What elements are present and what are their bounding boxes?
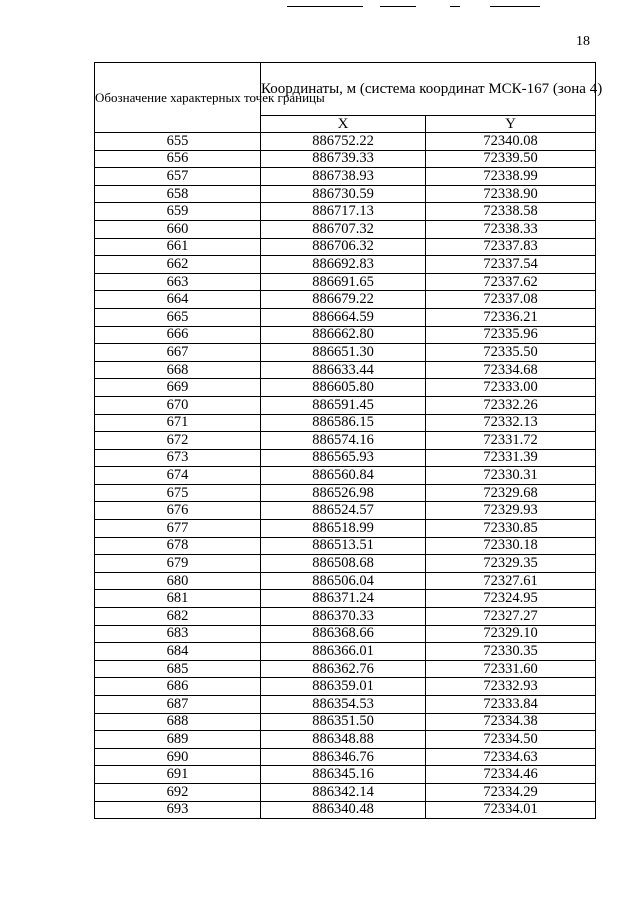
x-coordinate-cell: 886368.66	[261, 625, 426, 643]
point-id-cell: 670	[95, 396, 261, 414]
table-row	[95, 273, 596, 291]
x-coordinate-cell: 886565.93	[261, 449, 426, 467]
y-column-header: Y	[426, 116, 596, 133]
table-row	[95, 572, 596, 590]
x-coordinate-cell: 886346.76	[261, 748, 426, 766]
y-coordinate-cell: 72334.63	[426, 748, 596, 766]
x-coordinate-cell: 886717.13	[261, 203, 426, 221]
y-coordinate-cell: 72327.61	[426, 572, 596, 590]
table-row	[95, 379, 596, 397]
point-id-cell: 663	[95, 273, 261, 291]
x-column-header: X	[261, 116, 426, 133]
point-id-cell: 686	[95, 678, 261, 696]
table-row	[95, 696, 596, 714]
table-row	[95, 256, 596, 274]
y-coordinate-cell: 72338.90	[426, 185, 596, 203]
point-id-cell: 666	[95, 326, 261, 344]
y-coordinate-cell: 72331.39	[426, 449, 596, 467]
coordinates-header: Координаты, м (система координат МСК-167 (зона 4)	[261, 63, 596, 116]
x-coordinate-cell: 886679.22	[261, 291, 426, 309]
y-coordinate-cell: 72335.96	[426, 326, 596, 344]
point-id-cell: 657	[95, 168, 261, 186]
y-coordinate-cell: 72334.46	[426, 766, 596, 784]
table-row	[95, 748, 596, 766]
table-row	[95, 396, 596, 414]
x-coordinate-cell: 886518.99	[261, 520, 426, 538]
point-id-cell: 680	[95, 572, 261, 590]
table-row	[95, 308, 596, 326]
point-id-cell: 690	[95, 748, 261, 766]
table-row	[95, 643, 596, 661]
point-id-cell: 660	[95, 220, 261, 238]
table-row	[95, 432, 596, 450]
point-id-cell: 671	[95, 414, 261, 432]
table-row	[95, 344, 596, 362]
table-row	[95, 150, 596, 168]
y-coordinate-cell: 72327.27	[426, 608, 596, 626]
y-coordinate-cell: 72330.35	[426, 643, 596, 661]
point-id-cell: 669	[95, 379, 261, 397]
y-coordinate-cell: 72334.29	[426, 783, 596, 801]
x-coordinate-cell: 886359.01	[261, 678, 426, 696]
y-coordinate-cell: 72331.60	[426, 660, 596, 678]
y-coordinate-cell: 72324.95	[426, 590, 596, 608]
point-id-cell: 659	[95, 203, 261, 221]
y-coordinate-cell: 72332.26	[426, 396, 596, 414]
table-row	[95, 801, 596, 819]
table-row	[95, 502, 596, 520]
table-row	[95, 361, 596, 379]
y-coordinate-cell: 72330.31	[426, 467, 596, 485]
point-id-cell: 678	[95, 537, 261, 555]
table-row	[95, 168, 596, 186]
y-coordinate-cell: 72331.72	[426, 432, 596, 450]
point-id-cell: 682	[95, 608, 261, 626]
table-body	[95, 133, 596, 819]
x-coordinate-cell: 886351.50	[261, 713, 426, 731]
table-row	[95, 203, 596, 221]
y-coordinate-cell: 72334.01	[426, 801, 596, 819]
x-coordinate-cell: 886340.48	[261, 801, 426, 819]
top-rule-segment	[380, 6, 416, 7]
table-row	[95, 537, 596, 555]
y-coordinate-cell: 72333.00	[426, 379, 596, 397]
point-id-cell: 664	[95, 291, 261, 309]
x-coordinate-cell: 886508.68	[261, 555, 426, 573]
point-id-cell: 684	[95, 643, 261, 661]
top-rule-segment	[287, 6, 363, 7]
x-coordinate-cell: 886605.80	[261, 379, 426, 397]
point-id-cell: 665	[95, 308, 261, 326]
x-coordinate-cell: 886524.57	[261, 502, 426, 520]
point-id-cell: 683	[95, 625, 261, 643]
table-row	[95, 220, 596, 238]
x-coordinate-cell: 886371.24	[261, 590, 426, 608]
table-row	[95, 291, 596, 309]
point-id-cell: 677	[95, 520, 261, 538]
x-coordinate-cell: 886752.22	[261, 133, 426, 151]
x-coordinate-cell: 886662.80	[261, 326, 426, 344]
x-coordinate-cell: 886664.59	[261, 308, 426, 326]
y-coordinate-cell: 72333.84	[426, 696, 596, 714]
table-row	[95, 133, 596, 151]
top-rule-segment	[490, 6, 540, 7]
page-number: 18	[576, 34, 590, 49]
point-id-cell: 689	[95, 731, 261, 749]
y-coordinate-cell: 72329.93	[426, 502, 596, 520]
point-id-cell: 674	[95, 467, 261, 485]
y-coordinate-cell: 72332.13	[426, 414, 596, 432]
point-id-cell: 676	[95, 502, 261, 520]
point-id-cell: 662	[95, 256, 261, 274]
x-coordinate-cell: 886586.15	[261, 414, 426, 432]
table-row	[95, 766, 596, 784]
point-id-cell: 681	[95, 590, 261, 608]
y-coordinate-cell: 72330.85	[426, 520, 596, 538]
x-coordinate-cell: 886513.51	[261, 537, 426, 555]
point-id-cell: 693	[95, 801, 261, 819]
x-coordinate-cell: 886370.33	[261, 608, 426, 626]
x-coordinate-cell: 886345.16	[261, 766, 426, 784]
x-coordinate-cell: 886706.32	[261, 238, 426, 256]
point-id-cell: 679	[95, 555, 261, 573]
table-row	[95, 555, 596, 573]
x-coordinate-cell: 886362.76	[261, 660, 426, 678]
table-row	[95, 731, 596, 749]
y-coordinate-cell: 72329.10	[426, 625, 596, 643]
y-coordinate-cell: 72330.18	[426, 537, 596, 555]
top-rule-segment	[450, 6, 460, 7]
x-coordinate-cell: 886707.32	[261, 220, 426, 238]
point-id-cell: 667	[95, 344, 261, 362]
point-id-cell: 672	[95, 432, 261, 450]
x-coordinate-cell: 886342.14	[261, 783, 426, 801]
y-coordinate-cell: 72338.33	[426, 220, 596, 238]
point-id-cell: 661	[95, 238, 261, 256]
table-row	[95, 326, 596, 344]
coordinates-table	[94, 62, 603, 819]
point-id-cell: 687	[95, 696, 261, 714]
x-coordinate-cell: 886506.04	[261, 572, 426, 590]
table-row	[95, 467, 596, 485]
point-id-cell: 673	[95, 449, 261, 467]
y-coordinate-cell: 72334.50	[426, 731, 596, 749]
x-coordinate-cell: 886354.53	[261, 696, 426, 714]
point-id-cell: 668	[95, 361, 261, 379]
x-coordinate-cell: 886526.98	[261, 484, 426, 502]
y-coordinate-cell: 72338.99	[426, 168, 596, 186]
table-row	[95, 590, 596, 608]
boundary-points-header: Обозначение характерных точек границы	[95, 63, 261, 133]
table-row	[95, 449, 596, 467]
y-coordinate-cell: 72338.58	[426, 203, 596, 221]
point-id-cell: 655	[95, 133, 261, 151]
x-coordinate-cell: 886366.01	[261, 643, 426, 661]
y-coordinate-cell: 72339.50	[426, 150, 596, 168]
table-row	[95, 678, 596, 696]
table-row	[95, 414, 596, 432]
x-coordinate-cell: 886692.83	[261, 256, 426, 274]
table-row	[95, 185, 596, 203]
y-coordinate-cell: 72337.62	[426, 273, 596, 291]
table-row	[95, 608, 596, 626]
table-row	[95, 484, 596, 502]
x-coordinate-cell: 886560.84	[261, 467, 426, 485]
x-coordinate-cell: 886633.44	[261, 361, 426, 379]
x-coordinate-cell: 886738.93	[261, 168, 426, 186]
y-coordinate-cell: 72329.68	[426, 484, 596, 502]
point-id-cell: 675	[95, 484, 261, 502]
y-coordinate-cell: 72336.21	[426, 308, 596, 326]
table-row	[95, 625, 596, 643]
x-coordinate-cell: 886739.33	[261, 150, 426, 168]
table-row	[95, 238, 596, 256]
point-id-cell: 658	[95, 185, 261, 203]
x-coordinate-cell: 886730.59	[261, 185, 426, 203]
y-coordinate-cell: 72337.54	[426, 256, 596, 274]
y-coordinate-cell: 72337.83	[426, 238, 596, 256]
y-coordinate-cell: 72340.08	[426, 133, 596, 151]
point-id-cell: 656	[95, 150, 261, 168]
table-row	[95, 783, 596, 801]
y-coordinate-cell: 72337.08	[426, 291, 596, 309]
x-coordinate-cell: 886348.88	[261, 731, 426, 749]
table-row	[95, 660, 596, 678]
table-row	[95, 520, 596, 538]
x-coordinate-cell: 886574.16	[261, 432, 426, 450]
point-id-cell: 688	[95, 713, 261, 731]
y-coordinate-cell: 72335.50	[426, 344, 596, 362]
x-coordinate-cell: 886651.30	[261, 344, 426, 362]
y-coordinate-cell: 72329.35	[426, 555, 596, 573]
table-row	[95, 713, 596, 731]
y-coordinate-cell: 72334.68	[426, 361, 596, 379]
point-id-cell: 691	[95, 766, 261, 784]
y-coordinate-cell: 72334.38	[426, 713, 596, 731]
x-coordinate-cell: 886591.45	[261, 396, 426, 414]
point-id-cell: 692	[95, 783, 261, 801]
y-coordinate-cell: 72332.93	[426, 678, 596, 696]
x-coordinate-cell: 886691.65	[261, 273, 426, 291]
point-id-cell: 685	[95, 660, 261, 678]
